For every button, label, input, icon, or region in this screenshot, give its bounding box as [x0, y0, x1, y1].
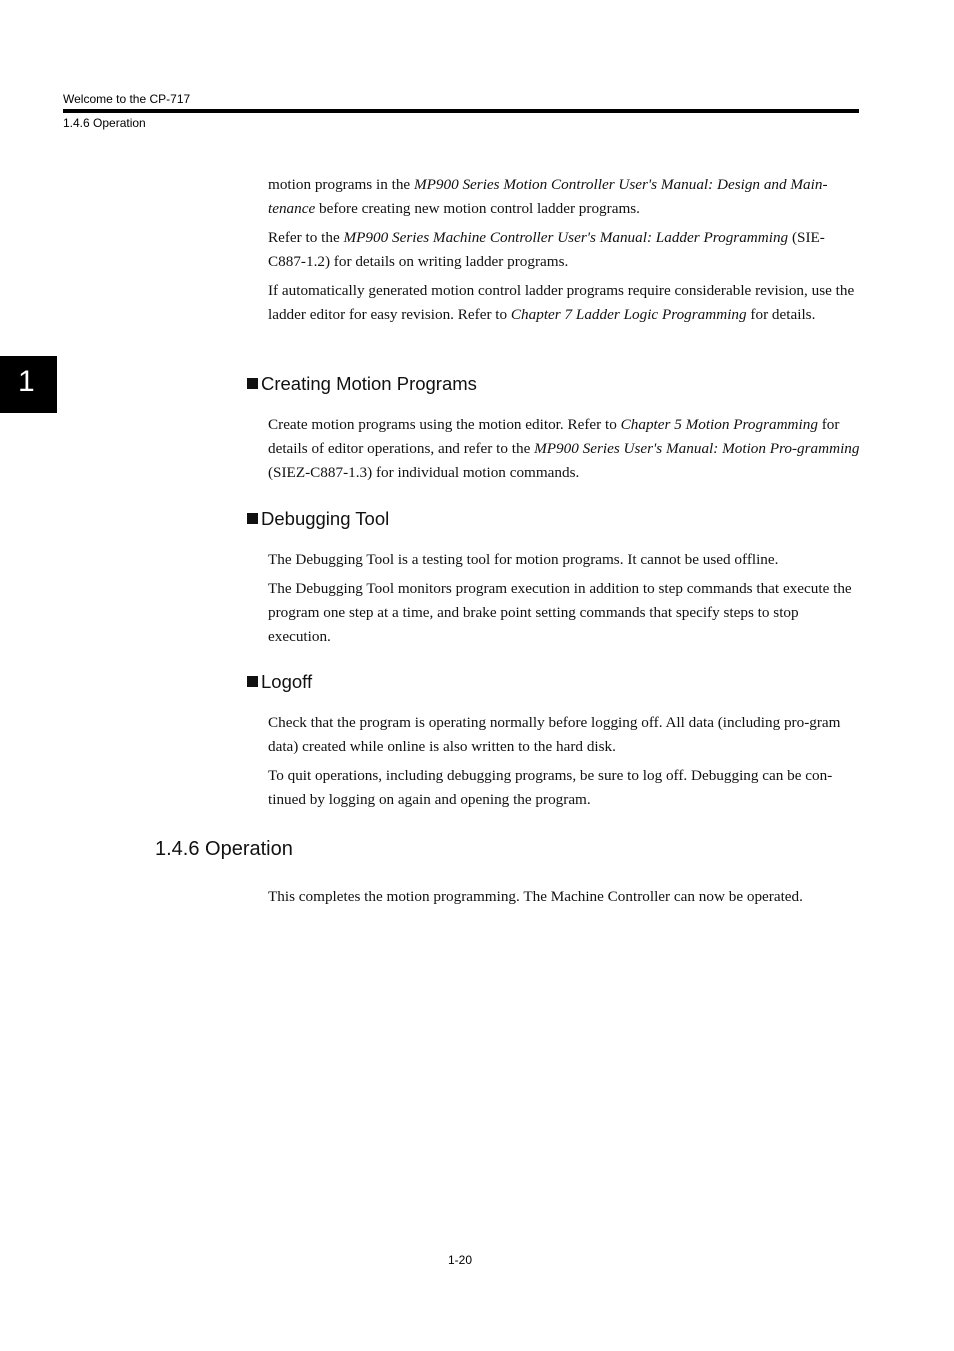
logoff-paragraph-2: To quit operations, including debugging programs, be sure to log off. Debugging can be con-tinued by logging on again and opening the program.	[268, 767, 833, 808]
logoff-text	[268, 711, 860, 812]
square-bullet-icon	[247, 513, 258, 524]
square-bullet-icon	[247, 378, 258, 389]
debugging-paragraph-1: The Debugging Tool is a testing tool for motion programs. It cannot be used offline.	[268, 551, 779, 568]
intro-paragraph-3: If automatically generated motion control ladder programs require considerable revision, use the ladder editor for easy revision. Refer to Chapter 7 Ladder Logic Programming for details.	[268, 282, 855, 323]
operation-paragraph-1: This completes the motion programming. The Machine Controller can now be operated.	[268, 888, 803, 905]
intro-text	[268, 173, 860, 327]
header-rule	[63, 109, 859, 113]
debugging-heading: Debugging Tool	[247, 508, 389, 530]
running-header-section: 1.4.6 Operation	[63, 116, 146, 130]
creating-text	[268, 413, 860, 485]
page-number: 1-20	[448, 1253, 473, 1267]
intro-paragraph-2: Refer to the MP900 Series Machine Controller User's Manual: Ladder Programming (SIE-C887-1.2) for details on writing ladder programs.	[268, 229, 825, 270]
creating-paragraph-1: Create motion programs using the motion editor. Refer to Chapter 5 Motion Programming for details of editor operations, and refer to the MP900 Series User's Manual: Motion Pro-gramming (SIEZ-C887-1.3) for individual motion commands.	[268, 416, 860, 481]
logoff-paragraph-1: Check that the program is operating normally before logging off. All data (including pro-gram data) created while online is also written to the hard disk.	[268, 714, 841, 755]
operation-heading: 1.4.6 Operation	[155, 838, 293, 860]
debugging-text	[268, 548, 860, 649]
creating-heading: Creating Motion Programs	[247, 373, 477, 395]
square-bullet-icon	[247, 676, 258, 687]
logoff-heading: Logoff	[247, 671, 312, 693]
debugging-paragraph-2: The Debugging Tool monitors program execution in addition to step commands that execute the program one step at a time, and brake point setting commands that specify steps to stop execution.	[268, 580, 852, 645]
intro-paragraph-1: motion programs in the MP900 Series Motion Controller User's Manual: Design and Main-tenance before creating new motion control ladder programs.	[268, 176, 828, 217]
operation-text	[268, 885, 860, 909]
chapter-tab: 1	[0, 356, 57, 413]
running-header-title: Welcome to the CP-717	[63, 92, 191, 106]
